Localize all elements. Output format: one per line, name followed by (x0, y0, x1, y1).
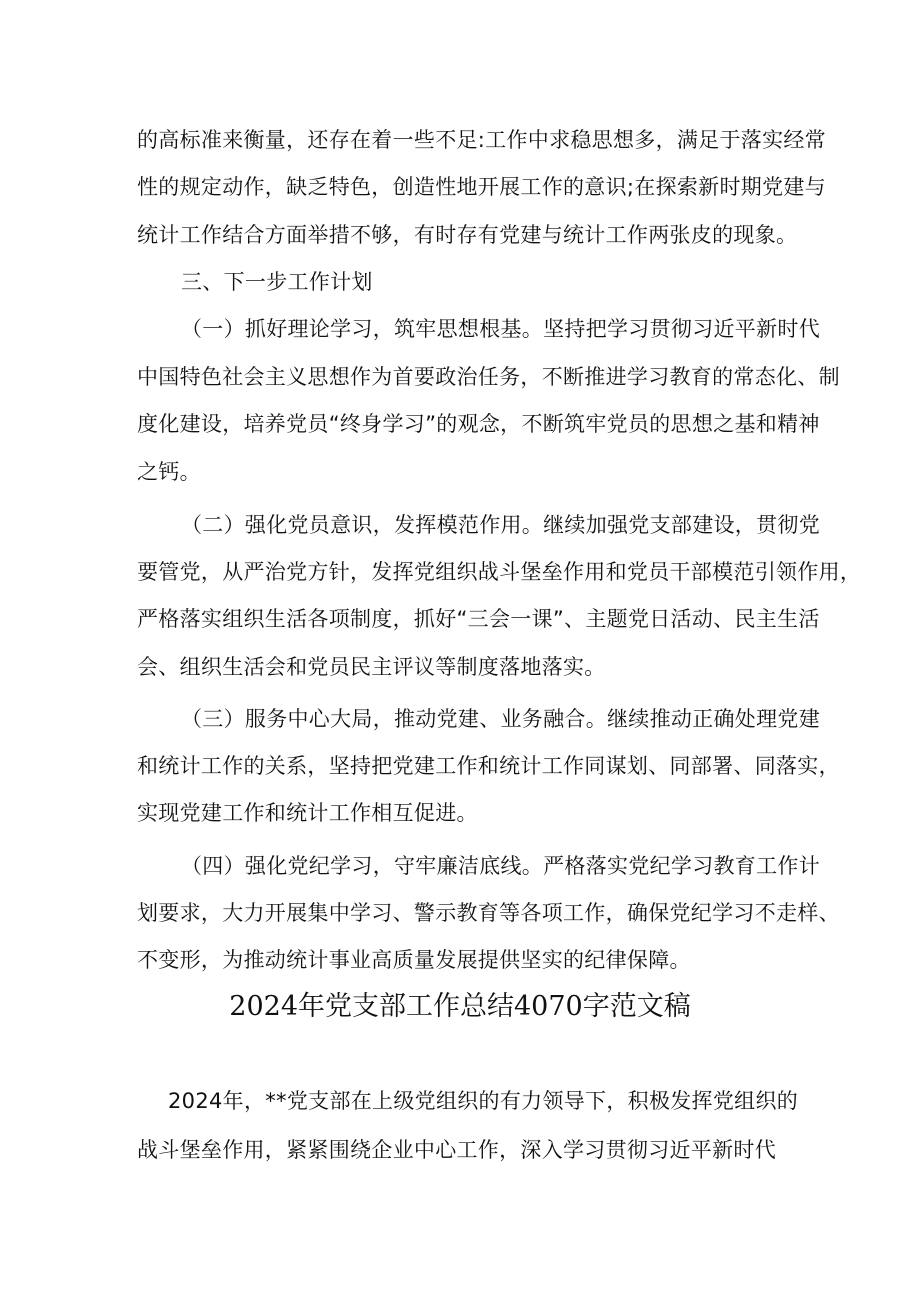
paragraph-line: 要管党，从严治党方针，发挥党组织战斗堡垒作用和党员干部模范引领作用， (137, 560, 862, 584)
paragraph-line: 度化建设，培养党员“终身学习”的观念，不断筑牢党员的思想之基和精神 (137, 412, 820, 436)
paragraph-line: 2024年，**党支部在上级党组织的有力领导下，积极发挥党组织的 (168, 1089, 799, 1113)
paragraph-line: 战斗堡垒作用，紧紧围绕企业中心工作，深入学习贯彻习近平新时代 (137, 1138, 776, 1162)
section-heading: 三、下一步工作计划 (181, 270, 373, 294)
document-title: 2024年党支部工作总结4070字范文稿 (229, 991, 691, 1022)
paragraph-line: 统计工作结合方面举措不够，有时存有党建与统计工作两张皮的现象。 (137, 223, 798, 247)
paragraph-line: 和统计工作的关系，坚持把党建工作和统计工作同谋划、同部署、同落实， (137, 754, 840, 778)
paragraph-line: （四）强化党纪学习，守牢廉洁底线。严格落实党纪学习教育工作计 (181, 854, 820, 878)
paragraph-line: 性的规定动作，缺乏特色，创造性地开展工作的意识;在探索新时期党建与 (137, 175, 826, 199)
paragraph-line: 严格落实组织生活各项制度，抓好“三会一课”、主题党日活动、民主生活 (137, 607, 820, 631)
paragraph-line: （三）服务中心大局，推动党建、业务融合。继续推动正确处理党建 (181, 707, 820, 731)
paragraph-line: 之钙。 (137, 460, 201, 484)
paragraph-line: 不变形，为推动统计事业高质量发展提供坚实的纪律保障。 (137, 948, 691, 972)
paragraph-line: 的高标准来衡量，还存在着一些不足:工作中求稳思想多，满足于落实经常 (137, 128, 826, 152)
paragraph-line: 会、组织生活会和党员民主评议等制度落地落实。 (137, 655, 606, 679)
paragraph-line: 实现党建工作和统计工作相互促进。 (137, 801, 478, 825)
paragraph-line: 中国特色社会主义思想作为首要政治任务，不断推进学习教育的常态化、制 (137, 365, 840, 389)
paragraph-line: 划要求，大力开展集中学习、警示教育等各项工作，确保党纪学习不走样、 (137, 901, 840, 925)
paragraph-line: （一）抓好理论学习，筑牢思想根基。坚持把学习贯彻习近平新时代 (181, 317, 820, 341)
paragraph-line: （二）强化党员意识，发挥模范作用。继续加强党支部建设，贯彻党 (181, 513, 820, 537)
